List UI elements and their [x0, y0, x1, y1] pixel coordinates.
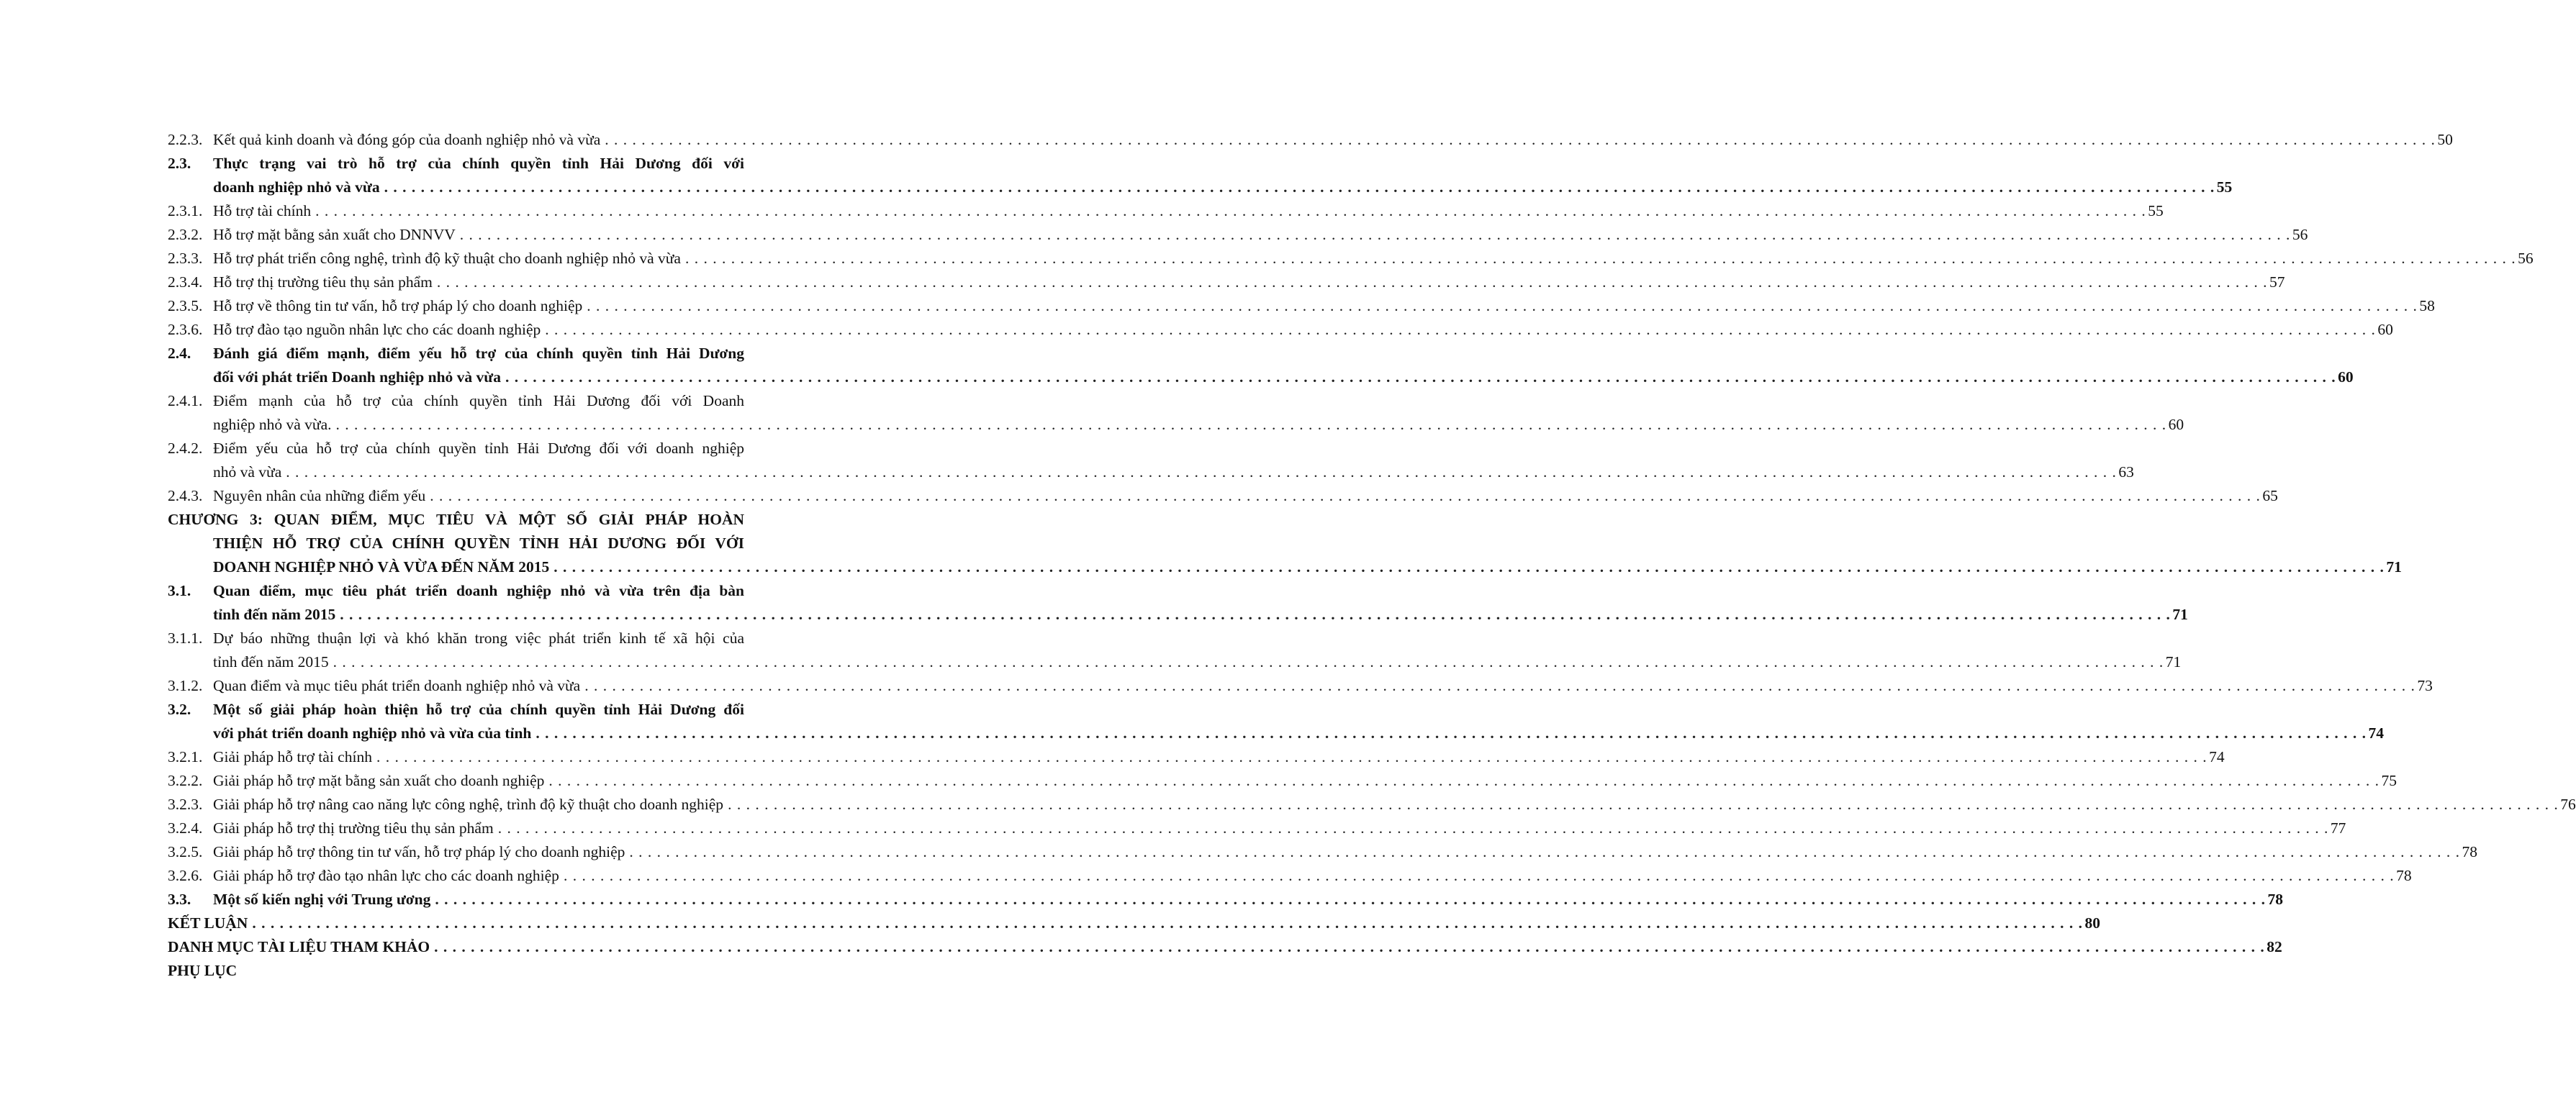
dot-leader: . . . . . . . . . . . . . . . . . . . . . . . . . . . . . . . . . . . . . . . . . . . . . . . . . . . . . . . . . . . . . . . . . . . . . . . . . . . . . . . . . . . . . . . . . . . . . . . . . . . . . . . . . . . . . . . . . . . . . . . . . . . . . . . . . . . . . . . . . . . . . . . . . . . . . . . . . . . . . . . . . . . . . . . . . . . . . . . . . . . . . . . . . . . . . . . . . . . . . . . . [430, 487, 2261, 504]
dot-leader: . . . . . . . . . . . . . . . . . . . . . . . . . . . . . . . . . . . . . . . . . . . . . . . . . . . . . . . . . . . . . . . . . . . . . . . . . . . . . . . . . . . . . . . . . . . . . . . . . . . . . . . . . . . . . . . . . . . . . . . . . . . . . . . . . . . . . . . . . . . . . . . . . . . . . . . . . . . . . . . . . . . . . . . . . . . . . . . . . . . . . . . . . . . . . . . . . . . . . . . . [252, 914, 2083, 932]
toc-entry-number: 3.3. [168, 891, 191, 908]
toc-entry-number: 3.2.5. [168, 843, 203, 860]
toc-entry-number: 3.2.2. [168, 772, 203, 789]
toc-entry-line [168, 247, 2534, 271]
toc-entry-number: 2.3.5. [168, 297, 203, 314]
toc-entry[interactable] [168, 793, 2576, 817]
dot-leader: . . . . . . . . . . . . . . . . . . . . . . . . . . . . . . . . . . . . . . . . . . . . . . . . . . . . . . . . . . . . . . . . . . . . . . . . . . . . . . . . . . . . . . . . . . . . . . . . . . . . . . . . . . . . . . . . . . . . . . . . . . . . . . . . . . . . . . . . . . . . . . . . . . . . . . . . . . . . . . . . . . . . . . . . . . . . . . . . . . . . . . . . . . . . . . . . . . . . . . . . [548, 772, 2380, 789]
toc-entry-line [168, 912, 2100, 935]
toc-entry-title: KẾT LUẬN [168, 914, 248, 932]
toc-entry-line [168, 460, 2134, 484]
toc-page-number: 78 [2462, 843, 2478, 860]
toc-entry[interactable] [168, 912, 2100, 935]
toc-page-number: 65 [2262, 487, 2278, 504]
toc-entry[interactable] [168, 247, 2534, 271]
toc-entry-title: Giải pháp hỗ trợ mặt bằng sản xuất cho doanh nghiệp [213, 772, 545, 789]
toc-entry-title: DOANH NGHIỆP NHỎ VÀ VỪA ĐẾN NĂM 2015 [213, 558, 550, 576]
toc-entry[interactable] [168, 840, 2478, 864]
toc-entry-title: doanh nghiệp nhỏ và vừa [213, 178, 380, 196]
toc-entry[interactable] [168, 152, 2233, 199]
toc-entry-line [168, 674, 2433, 698]
toc-entry-line [168, 152, 774, 176]
table-of-contents [168, 128, 2576, 983]
toc-entry-title: Quan điểm, mục tiêu phát triển doanh nghiệp nhỏ và vừa trên địa bàn [213, 582, 744, 599]
toc-page-number: 55 [2216, 178, 2233, 196]
toc-entry-title: nghiệp nhỏ và vừa. [213, 416, 332, 433]
toc-entry-title: Hỗ trợ tài chính [213, 202, 312, 219]
toc-entry-line [168, 484, 2278, 508]
toc-page-number: 71 [2386, 558, 2402, 576]
toc-entry-line [168, 769, 2397, 793]
dot-leader: . . . . . . . . . . . . . . . . . . . . . . . . . . . . . . . . . . . . . . . . . . . . . . . . . . . . . . . . . . . . . . . . . . . . . . . . . . . . . . . . . . . . . . . . . . . . . . . . . . . . . . . . . . . . . . . . . . . . . . . . . . . . . . . . . . . . . . . . . . . . . . . . . . . . . . . . . . . . . . . . . . . . . . . . . . . . . . . . . . . . . . . . . . . . . . . . . . . . . . . . [684, 250, 2516, 267]
toc-entry-title: Một số giải pháp hoàn thiện hỗ trợ của chính quyền tỉnh Hải Dương đối [213, 701, 744, 718]
toc-entry-title: Giải pháp hỗ trợ thông tin tư vấn, hỗ trợ pháp lý cho doanh nghiệp [213, 843, 625, 860]
toc-entry-title: Một số kiến nghị với Trung ương [213, 891, 431, 908]
toc-entry[interactable] [168, 199, 2164, 223]
toc-page-number: 57 [2269, 273, 2285, 291]
toc-page-number: 56 [2292, 226, 2308, 243]
toc-entry-line [168, 389, 774, 413]
dot-leader: . . . . . . . . . . . . . . . . . . . . . . . . . . . . . . . . . . . . . . . . . . . . . . . . . . . . . . . . . . . . . . . . . . . . . . . . . . . . . . . . . . . . . . . . . . . . . . . . . . . . . . . . . . . . . . . . . . . . . . . . . . . . . . . . . . . . . . . . . . . . . . . . . . . . . . . . . . . . . . . . . . . . . . . . . . . . . . . . . . . . . . . . . . . . . . . . . . . . . . . . [497, 819, 2329, 837]
toc-page-number: 55 [2148, 202, 2164, 219]
toc-page-number: 60 [2377, 321, 2393, 338]
toc-page-number: 63 [2118, 463, 2134, 481]
toc-entry[interactable] [168, 698, 2385, 745]
toc-entry[interactable] [168, 745, 2225, 769]
toc-entry-title: Đánh giá điểm mạnh, điểm yếu hỗ trợ của chính quyền tỉnh Hải Dương [213, 345, 744, 362]
toc-entry-title: Kết quả kinh doanh và đóng góp của doanh nghiệp nhỏ và vừa [213, 131, 601, 148]
toc-entry-number: 2.3.3. [168, 250, 203, 267]
toc-entry-title: Giải pháp hỗ trợ thị trường tiêu thụ sản phẩm [213, 819, 494, 837]
toc-entry[interactable] [168, 128, 2453, 152]
toc-entry[interactable] [168, 484, 2278, 508]
dot-leader: . . . . . . . . . . . . . . . . . . . . . . . . . . . . . . . . . . . . . . . . . . . . . . . . . . . . . . . . . . . . . . . . . . . . . . . . . . . . . . . . . . . . . . . . . . . . . . . . . . . . . . . . . . . . . . . . . . . . . . . . . . . . . . . . . . . . . . . . . . . . . . . . . . . . . . . . . . . . . . . . . . . . . . . . . . . . . . . . . . . . . . . . . . . . . . . . . . . . . . . . [384, 178, 2215, 196]
toc-chapter-entry[interactable] [168, 508, 2402, 579]
toc-page-number: 78 [2267, 891, 2283, 908]
toc-entry-title: nhỏ và vừa [213, 463, 282, 481]
toc-entry-line [168, 508, 774, 532]
dot-leader: . . . . . . . . . . . . . . . . . . . . . . . . . . . . . . . . . . . . . . . . . . . . . . . . . . . . . . . . . . . . . . . . . . . . . . . . . . . . . . . . . . . . . . . . . . . . . . . . . . . . . . . . . . . . . . . . . . . . . . . . . . . . . . . . . . . . . . . . . . . . . . . . . . . . . . . . . . . . . . . . . . . . . . . . . . . . . . . . . . . . . . . . . . . . . . . . . . . . . . . . [376, 748, 2207, 765]
toc-entry-line [168, 817, 2346, 840]
toc-entry[interactable] [168, 935, 2282, 959]
toc-entry[interactable] [168, 579, 2188, 627]
toc-entry-number: 3.1.1. [168, 630, 203, 647]
toc-entry-title: Hỗ trợ đào tạo nguồn nhân lực cho các doanh nghiệp [213, 321, 541, 338]
toc-page-number: 74 [2209, 748, 2225, 765]
toc-entry-number: 3.2.6. [168, 867, 203, 884]
toc-entry-number: 2.3.1. [168, 202, 203, 219]
toc-entry-number: 2.3. [168, 155, 191, 172]
toc-entry-title: Điểm yếu của hỗ trợ của chính quyền tỉnh Hải Dương đối với doanh nghiệp [213, 440, 744, 457]
toc-entry[interactable] [168, 627, 2182, 674]
toc-entry-number: 3.2. [168, 701, 191, 718]
toc-entry-title: Giải pháp hỗ trợ đào tạo nhân lực cho các doanh nghiệp [213, 867, 559, 884]
toc-entry-line [168, 722, 2385, 745]
toc-entry-title: với phát triển doanh nghiệp nhỏ và vừa của tỉnh [213, 724, 532, 742]
toc-entry-number: 3.2.1. [168, 748, 203, 765]
toc-entry[interactable] [168, 318, 2393, 342]
toc-entry-number: 3.2.4. [168, 819, 203, 837]
dot-leader: . . . . . . . . . . . . . . . . . . . . . . . . . . . . . . . . . . . . . . . . . . . . . . . . . . . . . . . . . . . . . . . . . . . . . . . . . . . . . . . . . . . . . . . . . . . . . . . . . . . . . . . . . . . . . . . . . . . . . . . . . . . . . . . . . . . . . . . . . . . . . . . . . . . . . . . . . . . . . . . . . . . . . . . . . . . . . . . . . . . . . . . . . . . . . . . . . . . . . . . . [535, 724, 2367, 742]
toc-entry-line [168, 745, 2225, 769]
toc-entry-title: Quan điểm và mục tiêu phát triển doanh nghiệp nhỏ và vừa [213, 677, 581, 694]
toc-entry-number: 3.2.3. [168, 796, 203, 813]
toc-entry-number: 2.3.4. [168, 273, 203, 291]
toc-entry-title: đối với phát triển Doanh nghiệp nhỏ và vừa [213, 368, 501, 386]
toc-entry-title: DANH MỤC TÀI LIỆU THAM KHẢO [168, 938, 430, 955]
toc-entry[interactable] [168, 817, 2346, 840]
dot-leader: . . . . . . . . . . . . . . . . . . . . . . . . . . . . . . . . . . . . . . . . . . . . . . . . . . . . . . . . . . . . . . . . . . . . . . . . . . . . . . . . . . . . . . . . . . . . . . . . . . . . . . . . . . . . . . . . . . . . . . . . . . . . . . . . . . . . . . . . . . . . . . . . . . . . . . . . . . . . . . . . . . . . . . . . . . . . . . . . . . . . . . . . . . . . . . . . . . . . . . . . [563, 867, 2395, 884]
toc-entry-line [168, 294, 2435, 318]
dot-leader: . . . . . . . . . . . . . . . . . . . . . . . . . . . . . . . . . . . . . . . . . . . . . . . . . . . . . . . . . . . . . . . . . . . . . . . . . . . . . . . . . . . . . . . . . . . . . . . . . . . . . . . . . . . . . . . . . . . . . . . . . . . . . . . . . . . . . . . . . . . . . . . . . . . . . . . . . . . . . . . . . . . . . . . . . . . . . . . . . . . . . . . . . . . . . . . . . . . . . . . . [436, 273, 2268, 291]
dot-leader: . . . . . . . . . . . . . . . . . . . . . . . . . . . . . . . . . . . . . . . . . . . . . . . . . . . . . . . . . . . . . . . . . . . . . . . . . . . . . . . . . . . . . . . . . . . . . . . . . . . . . . . . . . . . . . . . . . . . . . . . . . . . . . . . . . . . . . . . . . . . . . . . . . . . . . . . . . . . . . . . . . . . . . . . . . . . . . . . . . . . . . . . . . . . . . . . . . . . . . . . [605, 131, 2436, 148]
dot-leader: . . . . . . . . . . . . . . . . . . . . . . . . . . . . . . . . . . . . . . . . . . . . . . . . . . . . . . . . . . . . . . . . . . . . . . . . . . . . . . . . . . . . . . . . . . . . . . . . . . . . . . . . . . . . . . . . . . . . . . . . . . . . . . . . . . . . . . . . . . . . . . . . . . . . . . . . . . . . . . . . . . . . . . . . . . . . . . . . . . . . . . . . . . . . . . . . . . . . . . . . [728, 796, 2559, 813]
toc-entry-number: 2.4.2. [168, 440, 203, 457]
toc-entry-title: Giải pháp hỗ trợ nâng cao năng lực công nghệ, trình độ kỹ thuật cho doanh nghiệp [213, 796, 724, 813]
toc-entry-line [168, 579, 774, 603]
toc-page-number: 71 [2165, 653, 2182, 671]
toc-entry-title: Thực trạng vai trò hỗ trợ của chính quyền tỉnh Hải Dương đối với [213, 155, 744, 172]
toc-entry[interactable] [168, 271, 2285, 294]
toc-entry-line [168, 627, 774, 650]
dot-leader: . . . . . . . . . . . . . . . . . . . . . . . . . . . . . . . . . . . . . . . . . . . . . . . . . . . . . . . . . . . . . . . . . . . . . . . . . . . . . . . . . . . . . . . . . . . . . . . . . . . . . . . . . . . . . . . . . . . . . . . . . . . . . . . . . . . . . . . . . . . . . . . . . . . . . . . . . . . . . . . . . . . . . . . . . . . . . . . . . . . . . . . . . . . . . . . . . . . . . . . . [553, 558, 2385, 576]
toc-page-number: 80 [2084, 914, 2100, 932]
toc-page-number: 78 [2396, 867, 2412, 884]
toc-page-number: 73 [2417, 677, 2433, 694]
toc-entry-title: Điểm mạnh của hỗ trợ của chính quyền tỉnh Hải Dương đối với Doanh [213, 392, 744, 409]
dot-leader: . . . . . . . . . . . . . . . . . . . . . . . . . . . . . . . . . . . . . . . . . . . . . . . . . . . . . . . . . . . . . . . . . . . . . . . . . . . . . . . . . . . . . . . . . . . . . . . . . . . . . . . . . . . . . . . . . . . . . . . . . . . . . . . . . . . . . . . . . . . . . . . . . . . . . . . . . . . . . . . . . . . . . . . . . . . . . . . . . . . . . . . . . . . . . . . . . . . . . . . . [584, 677, 2415, 694]
toc-entry-title: Dự báo những thuận lợi và khó khăn trong việc phát triển kinh tế xã hội của [213, 630, 744, 647]
toc-page-number: 76 [2560, 796, 2576, 813]
toc-entry-line [168, 650, 2182, 674]
toc-entry-title: Giải pháp hỗ trợ tài chính [213, 748, 372, 765]
toc-entry[interactable] [168, 674, 2433, 698]
dot-leader: . . . . . . . . . . . . . . . . . . . . . . . . . . . . . . . . . . . . . . . . . . . . . . . . . . . . . . . . . . . . . . . . . . . . . . . . . . . . . . . . . . . . . . . . . . . . . . . . . . . . . . . . . . . . . . . . . . . . . . . . . . . . . . . . . . . . . . . . . . . . . . . . . . . . . . . . . . . . . . . . . . . . . . . . . . . . . . . . . . . . . . . . . . . . . . . . . . . . . . . . [434, 938, 2265, 955]
toc-entry-line [168, 199, 2164, 223]
toc-entry-title: tỉnh đến năm 2015 [213, 653, 329, 671]
toc-entry-line [168, 318, 2393, 342]
toc-entry[interactable] [168, 223, 2308, 247]
toc-page-number: 74 [2368, 724, 2385, 742]
toc-entry-line [168, 840, 2478, 864]
toc-entry-line [168, 223, 2308, 247]
toc-entry-line [168, 532, 774, 555]
toc-entry-line [168, 864, 2412, 888]
toc-entry[interactable] [168, 864, 2412, 888]
dot-leader: . . . . . . . . . . . . . . . . . . . . . . . . . . . . . . . . . . . . . . . . . . . . . . . . . . . . . . . . . . . . . . . . . . . . . . . . . . . . . . . . . . . . . . . . . . . . . . . . . . . . . . . . . . . . . . . . . . . . . . . . . . . . . . . . . . . . . . . . . . . . . . . . . . . . . . . . . . . . . . . . . . . . . . . . . . . . . . . . . . . . . . . . . . . . . . . . . . . . . . . . [587, 297, 2418, 314]
toc-entry[interactable] [168, 437, 2134, 484]
toc-entry-title: Hỗ trợ mặt bằng sản xuất cho DNNVV [213, 226, 456, 243]
toc-entry-line [168, 555, 2402, 579]
toc-entry-number: 2.4. [168, 345, 191, 362]
toc-entry-title: PHỤ LỤC [168, 962, 238, 979]
dot-leader: . . . . . . . . . . . . . . . . . . . . . . . . . . . . . . . . . . . . . . . . . . . . . . . . . . . . . . . . . . . . . . . . . . . . . . . . . . . . . . . . . . . . . . . . . . . . . . . . . . . . . . . . . . . . . . . . . . . . . . . . . . . . . . . . . . . . . . . . . . . . . . . . . . . . . . . . . . . . . . . . . . . . . . . . . . . . . . . . . . . . . . . . . . . . . . . . . . . . . . . . [435, 891, 2266, 908]
toc-entry-number: 2.3.2. [168, 226, 203, 243]
dot-leader: . . . . . . . . . . . . . . . . . . . . . . . . . . . . . . . . . . . . . . . . . . . . . . . . . . . . . . . . . . . . . . . . . . . . . . . . . . . . . . . . . . . . . . . . . . . . . . . . . . . . . . . . . . . . . . . . . . . . . . . . . . . . . . . . . . . . . . . . . . . . . . . . . . . . . . . . . . . . . . . . . . . . . . . . . . . . . . . . . . . . . . . . . . . . . . . . . . . . . . . . [629, 843, 2461, 860]
dot-leader: . . . . . . . . . . . . . . . . . . . . . . . . . . . . . . . . . . . . . . . . . . . . . . . . . . . . . . . . . . . . . . . . . . . . . . . . . . . . . . . . . . . . . . . . . . . . . . . . . . . . . . . . . . . . . . . . . . . . . . . . . . . . . . . . . . . . . . . . . . . . . . . . . . . . . . . . . . . . . . . . . . . . . . . . . . . . . . . . . . . . . . . . . . . . . . . . . . . . . . . . [545, 321, 2376, 338]
toc-entry-line [168, 413, 2184, 437]
toc-entry-line [168, 935, 2282, 959]
toc-entry-title: Hỗ trợ thị trường tiêu thụ sản phẩm [213, 273, 433, 291]
dot-leader: . . . . . . . . . . . . . . . . . . . . . . . . . . . . . . . . . . . . . . . . . . . . . . . . . . . . . . . . . . . . . . . . . . . . . . . . . . . . . . . . . . . . . . . . . . . . . . . . . . . . . . . . . . . . . . . . . . . . . . . . . . . . . . . . . . . . . . . . . . . . . . . . . . . . . . . . . . . . . . . . . . . . . . . . . . . . . . . . . . . . . . . . . . . . . . . . . . . . . . . . [335, 416, 2167, 433]
toc-page-number: 75 [2381, 772, 2397, 789]
toc-entry[interactable] [168, 959, 774, 983]
toc-entry-title: Nguyên nhân của những điểm yếu [213, 487, 426, 504]
dot-leader: . . . . . . . . . . . . . . . . . . . . . . . . . . . . . . . . . . . . . . . . . . . . . . . . . . . . . . . . . . . . . . . . . . . . . . . . . . . . . . . . . . . . . . . . . . . . . . . . . . . . . . . . . . . . . . . . . . . . . . . . . . . . . . . . . . . . . . . . . . . . . . . . . . . . . . . . . . . . . . . . . . . . . . . . . . . . . . . . . . . . . . . . . . . . . . . . . . . . . . . . [340, 606, 2171, 623]
toc-entry-line [168, 128, 2453, 152]
toc-entry-title: Hỗ trợ về thông tin tư vấn, hỗ trợ pháp lý cho doanh nghiệp [213, 297, 583, 314]
toc-page-number: 56 [2518, 250, 2534, 267]
toc-entry-number: 2.2.3. [168, 131, 203, 148]
toc-page-number: 71 [2172, 606, 2188, 623]
toc-page-number: 82 [2267, 938, 2282, 955]
dot-leader: . . . . . . . . . . . . . . . . . . . . . . . . . . . . . . . . . . . . . . . . . . . . . . . . . . . . . . . . . . . . . . . . . . . . . . . . . . . . . . . . . . . . . . . . . . . . . . . . . . . . . . . . . . . . . . . . . . . . . . . . . . . . . . . . . . . . . . . . . . . . . . . . . . . . . . . . . . . . . . . . . . . . . . . . . . . . . . . . . . . . . . . . . . . . . . . . . . . . . . . . [505, 368, 2336, 386]
toc-entry-line [168, 793, 2576, 817]
toc-entry-title: tỉnh đến năm 2015 [213, 606, 336, 623]
dot-leader: . . . . . . . . . . . . . . . . . . . . . . . . . . . . . . . . . . . . . . . . . . . . . . . . . . . . . . . . . . . . . . . . . . . . . . . . . . . . . . . . . . . . . . . . . . . . . . . . . . . . . . . . . . . . . . . . . . . . . . . . . . . . . . . . . . . . . . . . . . . . . . . . . . . . . . . . . . . . . . . . . . . . . . . . . . . . . . . . . . . . . . . . . . . . . . . . . . . . . . . . [286, 463, 2117, 481]
toc-entry-line [168, 959, 774, 983]
toc-page-number: 58 [2419, 297, 2435, 314]
toc-entry-line [168, 698, 774, 722]
toc-entry-number: 2.4.1. [168, 392, 203, 409]
toc-entry-title: CHƯƠNG 3: QUAN ĐIỂM, MỤC TIÊU VÀ MỘT SỐ GIẢI PHÁP HOÀN [168, 511, 744, 528]
dot-leader: . . . . . . . . . . . . . . . . . . . . . . . . . . . . . . . . . . . . . . . . . . . . . . . . . . . . . . . . . . . . . . . . . . . . . . . . . . . . . . . . . . . . . . . . . . . . . . . . . . . . . . . . . . . . . . . . . . . . . . . . . . . . . . . . . . . . . . . . . . . . . . . . . . . . . . . . . . . . . . . . . . . . . . . . . . . . . . . . . . . . . . . . . . . . . . . . . . . . . . . . [333, 653, 2164, 671]
toc-page-number: 50 [2437, 131, 2453, 148]
toc-entry-number: 3.1.2. [168, 677, 203, 694]
toc-entry[interactable] [168, 389, 2184, 437]
toc-entry-line [168, 437, 774, 460]
toc-entry[interactable] [168, 888, 2283, 912]
toc-entry-line [168, 365, 2354, 389]
toc-entry-title: Hỗ trợ phát triển công nghệ, trình độ kỹ thuật cho doanh nghiệp nhỏ và vừa [213, 250, 681, 267]
toc-entry-title: THIỆN HỖ TRỢ CỦA CHÍNH QUYỀN TỈNH HẢI DƯƠNG ĐỐI VỚI [213, 535, 744, 552]
toc-entry-number: 2.3.6. [168, 321, 203, 338]
toc-page-number: 60 [2168, 416, 2184, 433]
toc-entry[interactable] [168, 294, 2435, 318]
toc-entry-number: 3.1. [168, 582, 191, 599]
toc-entry-line [168, 342, 774, 365]
toc-entry-line [168, 888, 2283, 912]
toc-entry-line [168, 603, 2188, 627]
toc-entry[interactable] [168, 342, 2354, 389]
dot-leader: . . . . . . . . . . . . . . . . . . . . . . . . . . . . . . . . . . . . . . . . . . . . . . . . . . . . . . . . . . . . . . . . . . . . . . . . . . . . . . . . . . . . . . . . . . . . . . . . . . . . . . . . . . . . . . . . . . . . . . . . . . . . . . . . . . . . . . . . . . . . . . . . . . . . . . . . . . . . . . . . . . . . . . . . . . . . . . . . . . . . . . . . . . . . . . . . . . . . . . . . [459, 226, 2291, 243]
toc-entry-line [168, 271, 2285, 294]
toc-entry-line [168, 176, 2233, 199]
toc-page-number: 77 [2330, 819, 2346, 837]
toc-entry[interactable] [168, 769, 2397, 793]
dot-leader: . . . . . . . . . . . . . . . . . . . . . . . . . . . . . . . . . . . . . . . . . . . . . . . . . . . . . . . . . . . . . . . . . . . . . . . . . . . . . . . . . . . . . . . . . . . . . . . . . . . . . . . . . . . . . . . . . . . . . . . . . . . . . . . . . . . . . . . . . . . . . . . . . . . . . . . . . . . . . . . . . . . . . . . . . . . . . . . . . . . . . . . . . . . . . . . . . . . . . . . . [315, 202, 2146, 219]
toc-page-number: 60 [2338, 368, 2354, 386]
toc-entry-number: 2.4.3. [168, 487, 203, 504]
